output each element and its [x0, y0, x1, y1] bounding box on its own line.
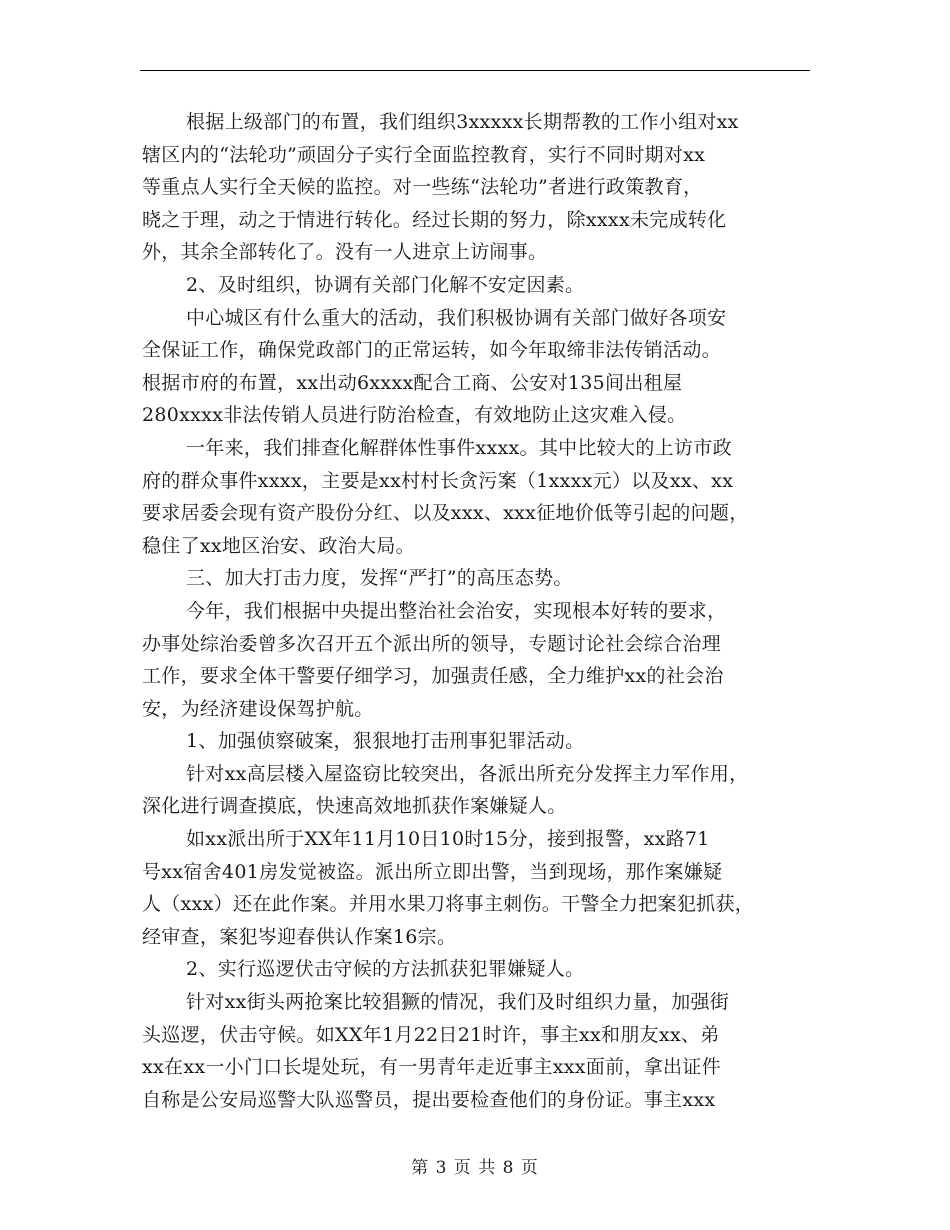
- text-line: 办事处综治委曾多次召开五个派出所的领导，专题讨论社会综合治理: [142, 632, 722, 655]
- text-line: 自称是公安局巡警大队巡警员，提出要检查他们的身份证。事主xxx: [142, 1088, 716, 1111]
- text-line: xx在xx一小门口长堤处玩，有一男青年走近事主xxx面前，拿出证件: [142, 1056, 721, 1079]
- text-line: 针对xx高层楼入屋盗窃比较突出，各派出所充分发挥主力军作用，: [186, 762, 749, 785]
- text-line: 一年来，我们排查化解群体性事件xxxx。其中比较大的上访市政: [186, 436, 732, 459]
- text-line: 外，其余全部转化了。没有一人进京上访闹事。: [142, 241, 548, 264]
- text-line: 辖区内的“法轮功”顽固分子实行全面监控教育，实行不同时期对xx: [142, 143, 706, 166]
- header-rule: [140, 70, 810, 71]
- text-line: 根据上级部门的布置，我们组织3xxxxx长期帮教的工作小组对xx: [186, 111, 739, 133]
- text-line: 经审查，案犯岑迎春供认作案16宗。: [142, 925, 457, 948]
- text-line: 晓之于理，动之于情进行转化。经过长期的努力，除xxxx未完成转化: [142, 208, 727, 231]
- text-line: 1、加强侦察破案，狠狠地打击刑事犯罪活动。: [186, 730, 585, 753]
- text-line: 人（xxx）还在此作案。并用水果刀将事主刺伤。干警全力把案犯抓获，: [142, 893, 755, 916]
- text-line: 工作，要求全体干警要仔细学习，加强责任感，全力维护xx的社会治: [142, 665, 724, 688]
- text-line: 府的群众事件xxxx，主要是xx村村长贪污案（1xxxx元）以及xx、xx: [142, 469, 734, 492]
- text-line: 根据市府的布置，xx出动6xxxx配合工商、公安对135间出租屋: [142, 371, 683, 394]
- text-line: 头巡逻，伏击守候。如XX年1月22日21时许，事主xx和朋友xx、弟: [142, 1023, 720, 1046]
- text-line: 号xx宿舍401房发觉被盗。派出所立即出警，当到现场，那作案嫌疑: [142, 860, 723, 883]
- text-line: 稳住了xx地区治安、政治大局。: [142, 534, 415, 557]
- text-line: 2、及时组织，协调有关部门化解不安定因素。: [186, 273, 585, 296]
- text-line: 2、实行巡逻伏击守候的方法抓获犯罪嫌疑人。: [186, 958, 585, 981]
- text-line: 三、加大打击力度，发挥“严打”的高压态势。: [186, 567, 573, 590]
- text-line: 如xx派出所于XX年11月10日10时15分，接到报警，xx路71: [186, 828, 710, 851]
- text-line: 等重点人实行全天候的监控。对一些练“法轮功”者进行政策教育，: [142, 176, 703, 199]
- text-line: 中心城区有什么重大的活动，我们积极协调有关部门做好各项安: [186, 306, 727, 329]
- document-body: [142, 106, 810, 1116]
- text-line: 针对xx街头两抢案比较猖獗的情况，我们及时组织力量，加强街: [186, 991, 730, 1014]
- text-line: 今年，我们根据中央提出整治社会治安，实现根本好转的要求，: [186, 599, 727, 622]
- text-line: 要求居委会现有资产股份分红、以及xxx、xxx征地价低等引起的问题，: [142, 502, 749, 525]
- text-line: 安，为经济建设保驾护航。: [142, 697, 374, 720]
- text-line: 全保证工作，确保党政部门的正常运转，如今年取缔非法传销活动。: [142, 339, 722, 362]
- page-number: 第 3 页 共 8 页: [411, 1158, 539, 1178]
- text-line: 280xxxx非法传销人员进行防治检查，有效地防止这灾难入侵。: [142, 404, 687, 427]
- text-line: 深化进行调查摸底，快速高效地抓获作案嫌疑人。: [142, 795, 567, 818]
